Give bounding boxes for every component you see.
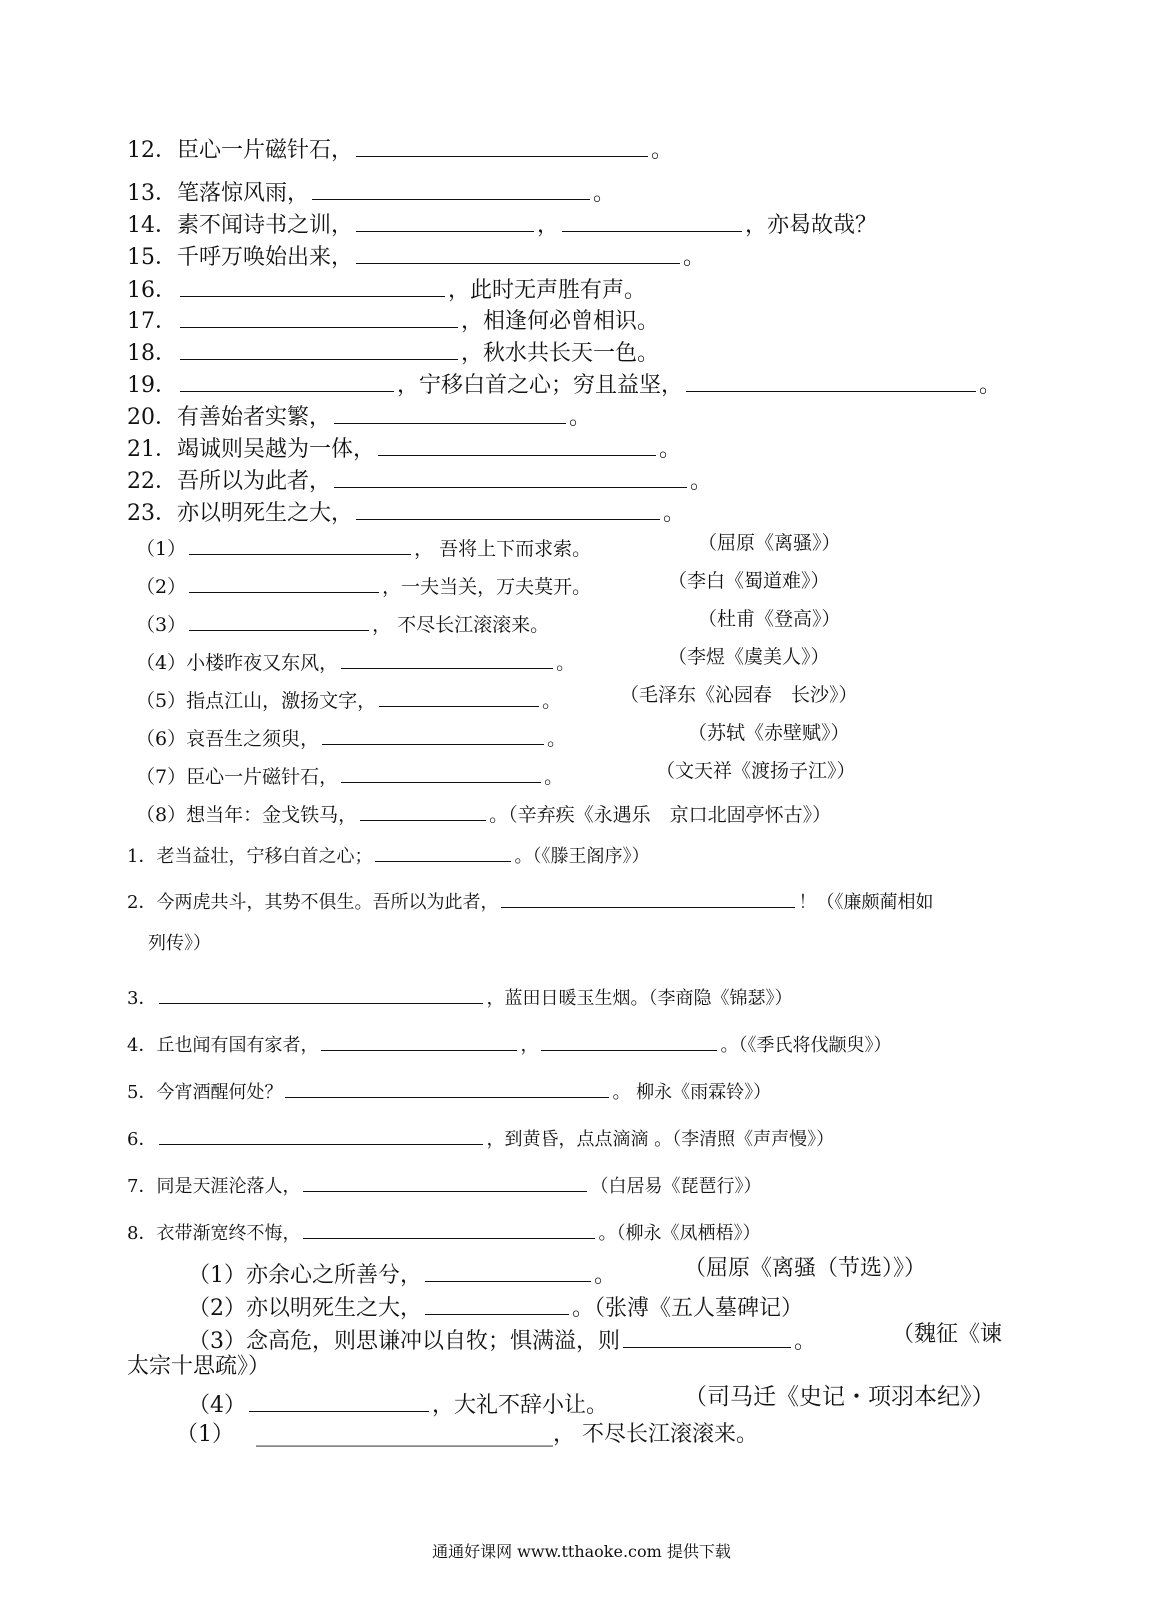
source-d-1: （屈原《离骚（节选）》） — [684, 1256, 927, 1281]
question-18: 18． ，秋水共长天一色。 — [127, 336, 659, 365]
answer-blank[interactable] — [541, 1031, 717, 1051]
question-19: 19． ，宁移白首之心；穷且益坚， 。 — [127, 368, 1001, 397]
answer-blank[interactable] — [378, 432, 656, 456]
item-b-1: （1） ， 吾将上下而求索。 — [136, 534, 591, 559]
question-c-3: 3． ，蓝田日暖玉生烟。（李商隐《锦瑟》） — [127, 984, 792, 1008]
answer-blank[interactable] — [425, 1258, 591, 1282]
item-b-4: （4）小楼昨夜又东风， 。 — [136, 648, 575, 673]
answer-blank[interactable] — [321, 1031, 517, 1051]
source-b-5: （毛泽东《沁园春 长沙》） — [620, 684, 858, 706]
question-21: 21．竭诚则吴越为一体， 。 — [127, 432, 681, 461]
answer-blank[interactable] — [623, 1324, 791, 1348]
source-b-2: （李白《蜀道难》） — [668, 570, 830, 592]
answer-blank[interactable] — [159, 1125, 483, 1145]
answer-blank-underscores[interactable]: ___________________________ — [256, 1422, 553, 1447]
question-23: 23．亦以明死生之大， 。 — [127, 496, 685, 525]
answer-blank[interactable] — [249, 1388, 429, 1412]
answer-blank[interactable] — [180, 336, 458, 360]
question-16: 16． ，此时无声胜有声。 — [127, 273, 646, 302]
question-13: 13．笔落惊风雨， 。 — [127, 176, 615, 205]
item-d-4: （4） ，大礼不辞小让。 — [188, 1388, 608, 1417]
question-15: 15．千呼万唤始出来， 。 — [127, 240, 705, 269]
answer-blank[interactable] — [159, 984, 483, 1004]
source-d-4: （司马迁《史记・项羽本纪》） — [684, 1384, 995, 1410]
source-d-3: （魏征《谏 — [892, 1322, 1003, 1347]
answer-blank[interactable] — [356, 496, 660, 520]
item-b-2: （2） ，一夫当关，万夫莫开。 — [136, 572, 591, 597]
answer-blank[interactable] — [356, 208, 534, 232]
item-d-2: （2）亦以明死生之大， 。（张溥《五人墓碑记） — [188, 1291, 803, 1320]
answer-blank[interactable] — [303, 1219, 595, 1239]
answer-blank[interactable] — [686, 368, 976, 392]
item-d-1: （1）亦余心之所善兮， 。 — [188, 1258, 616, 1287]
answer-blank[interactable] — [501, 888, 795, 908]
answer-blank[interactable] — [334, 464, 687, 488]
answer-blank[interactable] — [334, 400, 566, 424]
question-c-6: 6． ，到黄昏，点点滴滴 。（李清照《声声慢》） — [127, 1125, 834, 1149]
question-c-2: 2．今两虎共斗，其势不俱生。吾所以为此者， ！（《廉颇蔺相如 — [127, 888, 933, 912]
item-e-1: （1） ___________________________， 不尽长江滚滚来。 — [176, 1422, 758, 1447]
item-b-5: （5）指点江山，激扬文字， 。 — [136, 686, 561, 711]
question-c-2-cont: 列传》） — [148, 933, 211, 954]
answer-blank[interactable] — [356, 240, 680, 264]
item-d-3: （3）念高危，则思谦冲以自牧；惧满溢，则 。 — [188, 1324, 816, 1353]
question-20: 20．有善始者实繁， 。 — [127, 400, 591, 429]
question-c-5: 5．今宵酒醒何处？ 。 柳永《雨霖铃》） — [127, 1078, 771, 1102]
question-12: 12．臣心一片磁针石， 。 — [127, 133, 673, 162]
answer-blank[interactable] — [375, 842, 511, 862]
question-c-4: 4．丘也闻有国有家者， ， 。（《季氏将伐颛臾》） — [127, 1031, 891, 1055]
answer-blank[interactable] — [341, 762, 541, 783]
answer-blank[interactable] — [379, 686, 539, 707]
item-b-6: （6）哀吾生之须臾， 。 — [136, 724, 566, 749]
item-b-3: （3） ， 不尽长江滚滚来。 — [136, 610, 549, 635]
answer-blank[interactable] — [285, 1078, 609, 1098]
answer-blank[interactable] — [356, 133, 648, 157]
source-b-6: （苏轼《赤壁赋》） — [688, 722, 850, 744]
answer-blank[interactable] — [180, 273, 445, 297]
answer-blank[interactable] — [189, 610, 369, 631]
question-17: 17． ，相逢何必曾相识。 — [127, 304, 659, 333]
question-14: 14．素不闻诗书之训， ， ，亦曷故哉？ — [127, 208, 877, 237]
answer-blank[interactable] — [312, 176, 590, 200]
answer-blank[interactable] — [562, 208, 742, 232]
source-b-3: （杜甫《登高》） — [698, 608, 841, 630]
answer-blank[interactable] — [360, 800, 486, 821]
answer-blank[interactable] — [341, 648, 553, 669]
question-22: 22．吾所以为此者， 。 — [127, 464, 712, 493]
footer-credit: 通通好课网 www.tthaoke.com 提供下载 — [432, 1542, 731, 1561]
answer-blank[interactable] — [180, 368, 394, 392]
answer-blank[interactable] — [189, 572, 379, 593]
answer-blank[interactable] — [303, 1172, 587, 1192]
answer-blank[interactable] — [180, 304, 458, 328]
item-d-3-cont: 太宗十思疏》） — [127, 1354, 271, 1379]
source-b-1: （屈原《离骚》） — [698, 532, 841, 554]
answer-blank[interactable] — [189, 534, 411, 555]
answer-blank[interactable] — [425, 1291, 569, 1315]
item-b-8: （8）想当年：金戈铁马， 。（辛弃疾《永遇乐 京口北固亭怀古》） — [136, 800, 831, 825]
question-c-8: 8．衣带渐宽终不悔， 。（柳永《凤栖梧》） — [127, 1219, 760, 1243]
source-b-4: （李煜《虞美人》） — [668, 646, 830, 668]
answer-blank[interactable] — [322, 724, 544, 745]
question-c-7: 7．同是天涯沦落人， （白居易《琵琶行》） — [127, 1172, 761, 1196]
question-c-1: 1．老当益壮，宁移白首之心； 。（《滕王阁序》） — [127, 842, 649, 866]
source-b-7: （文天祥《渡扬子江》） — [656, 760, 856, 782]
item-b-7: （7）臣心一片磁针石， 。 — [136, 762, 563, 787]
